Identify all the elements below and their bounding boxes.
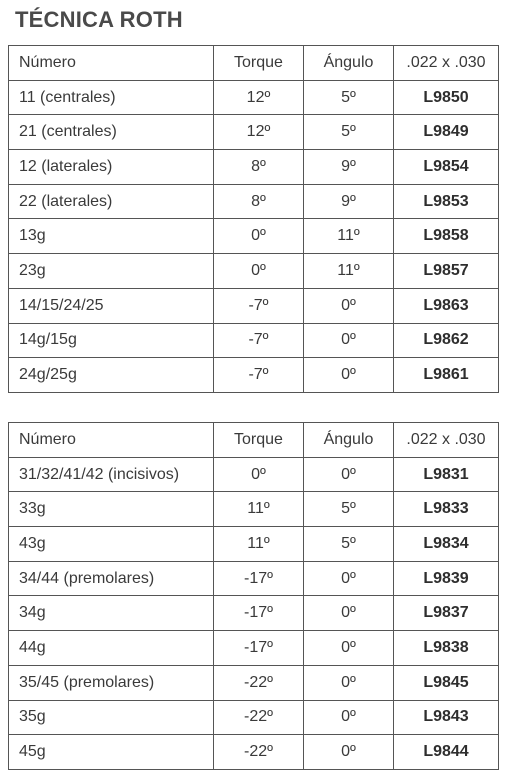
cell-codigo: L9833	[394, 492, 499, 527]
cell-angulo: 0º	[304, 665, 394, 700]
cell-numero: 45g	[9, 735, 214, 770]
cell-numero: 34/44 (premolares)	[9, 561, 214, 596]
cell-numero: 13g	[9, 219, 214, 254]
column-header-torque: Torque	[214, 46, 304, 81]
cell-angulo: 0º	[304, 700, 394, 735]
cell-numero: 35g	[9, 700, 214, 735]
table-row	[9, 184, 499, 219]
column-header-codigo: .022 x .030	[394, 46, 499, 81]
table-row	[9, 288, 499, 323]
cell-numero: 22 (laterales)	[9, 184, 214, 219]
table-row	[9, 323, 499, 358]
cell-torque: -7º	[214, 358, 304, 393]
table-row	[9, 150, 499, 185]
cell-angulo: 5º	[304, 527, 394, 562]
cell-codigo: L9844	[394, 735, 499, 770]
cell-torque: 8º	[214, 150, 304, 185]
cell-codigo: L9849	[394, 115, 499, 150]
cell-numero: 34g	[9, 596, 214, 631]
table-row	[9, 527, 499, 562]
table-row	[9, 254, 499, 289]
table-header-row	[9, 423, 499, 458]
cell-numero: 12 (laterales)	[9, 150, 214, 185]
cell-codigo: L9831	[394, 457, 499, 492]
cell-torque: 8º	[214, 184, 304, 219]
cell-codigo: L9862	[394, 323, 499, 358]
table-row	[9, 358, 499, 393]
cell-angulo: 9º	[304, 184, 394, 219]
page-title: TÉCNICA ROTH	[15, 7, 183, 32]
cell-numero: 14g/15g	[9, 323, 214, 358]
cell-codigo: L9861	[394, 358, 499, 393]
cell-torque: -17º	[214, 631, 304, 666]
cell-angulo: 0º	[304, 457, 394, 492]
cell-angulo: 11º	[304, 219, 394, 254]
column-header-numero: Número	[9, 46, 214, 81]
cell-codigo: L9850	[394, 80, 499, 115]
cell-angulo: 0º	[304, 323, 394, 358]
cell-angulo: 0º	[304, 631, 394, 666]
cell-numero: 35/45 (premolares)	[9, 665, 214, 700]
table-row	[9, 596, 499, 631]
table-row	[9, 631, 499, 666]
cell-torque: 0º	[214, 254, 304, 289]
table-row	[9, 561, 499, 596]
cell-torque: 12º	[214, 80, 304, 115]
cell-numero: 23g	[9, 254, 214, 289]
roth-table-upper	[8, 45, 499, 393]
cell-angulo: 0º	[304, 596, 394, 631]
table-row	[9, 700, 499, 735]
cell-codigo: L9853	[394, 184, 499, 219]
table-row	[9, 735, 499, 770]
cell-codigo: L9845	[394, 665, 499, 700]
cell-angulo: 0º	[304, 735, 394, 770]
cell-torque: -22º	[214, 700, 304, 735]
column-header-codigo: .022 x .030	[394, 423, 499, 458]
cell-numero: 43g	[9, 527, 214, 562]
column-header-numero: Número	[9, 423, 214, 458]
cell-numero: 24g/25g	[9, 358, 214, 393]
roth-table-lower	[8, 422, 499, 770]
cell-angulo: 5º	[304, 492, 394, 527]
table-row	[9, 219, 499, 254]
cell-torque: -22º	[214, 665, 304, 700]
column-header-angulo: Ángulo	[304, 46, 394, 81]
cell-codigo: L9857	[394, 254, 499, 289]
cell-numero: 33g	[9, 492, 214, 527]
cell-torque: -7º	[214, 323, 304, 358]
cell-torque: -7º	[214, 288, 304, 323]
cell-numero: 31/32/41/42 (incisivos)	[9, 457, 214, 492]
cell-numero: 14/15/24/25	[9, 288, 214, 323]
cell-torque: 0º	[214, 219, 304, 254]
cell-codigo: L9863	[394, 288, 499, 323]
cell-torque: 11º	[214, 527, 304, 562]
table-row	[9, 492, 499, 527]
cell-codigo: L9834	[394, 527, 499, 562]
table-row	[9, 115, 499, 150]
cell-angulo: 5º	[304, 80, 394, 115]
cell-angulo: 0º	[304, 358, 394, 393]
cell-codigo: L9854	[394, 150, 499, 185]
cell-angulo: 0º	[304, 288, 394, 323]
cell-angulo: 5º	[304, 115, 394, 150]
cell-codigo: L9837	[394, 596, 499, 631]
cell-torque: 12º	[214, 115, 304, 150]
cell-torque: 11º	[214, 492, 304, 527]
table-row	[9, 80, 499, 115]
cell-numero: 21 (centrales)	[9, 115, 214, 150]
cell-torque: -17º	[214, 596, 304, 631]
cell-torque: 0º	[214, 457, 304, 492]
cell-angulo: 0º	[304, 561, 394, 596]
cell-numero: 44g	[9, 631, 214, 666]
cell-torque: -17º	[214, 561, 304, 596]
cell-codigo: L9843	[394, 700, 499, 735]
cell-codigo: L9838	[394, 631, 499, 666]
cell-codigo: L9839	[394, 561, 499, 596]
table-row	[9, 665, 499, 700]
table-header-row	[9, 46, 499, 81]
cell-angulo: 11º	[304, 254, 394, 289]
column-header-torque: Torque	[214, 423, 304, 458]
table-row	[9, 457, 499, 492]
cell-angulo: 9º	[304, 150, 394, 185]
cell-torque: -22º	[214, 735, 304, 770]
column-header-angulo: Ángulo	[304, 423, 394, 458]
cell-codigo: L9858	[394, 219, 499, 254]
cell-numero: 11 (centrales)	[9, 80, 214, 115]
